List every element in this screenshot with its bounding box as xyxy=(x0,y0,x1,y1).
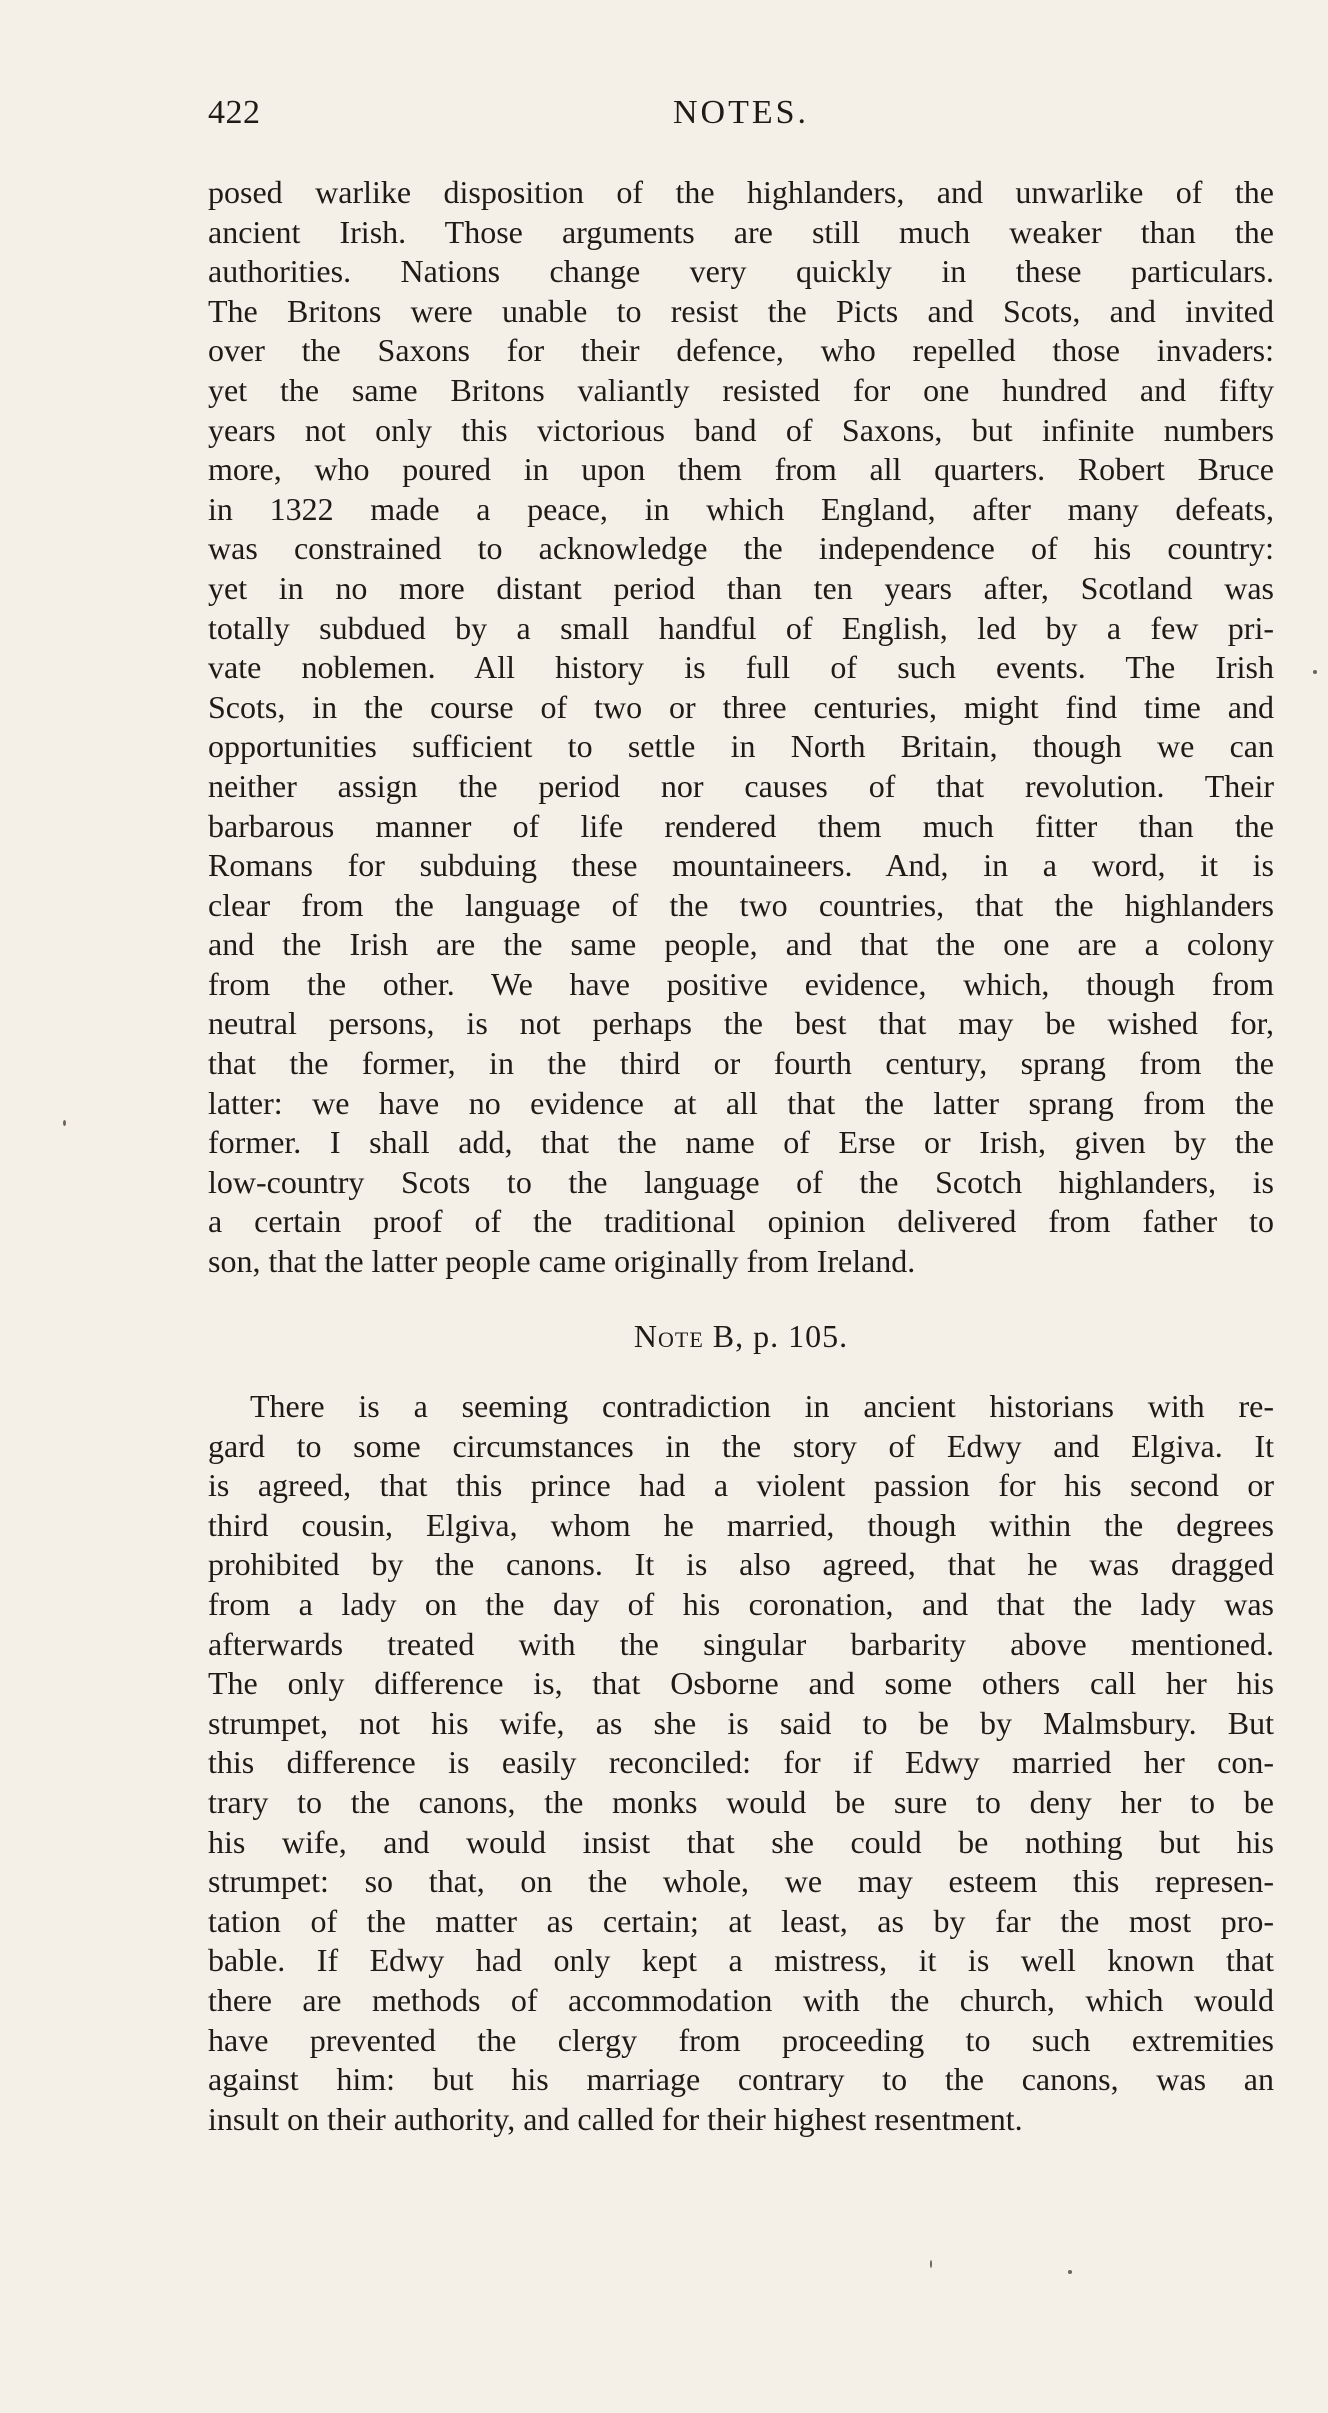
text-line: latter: we have no evidence at all that the latter sprang from the xyxy=(208,1084,1274,1121)
text-line: neutral persons, is not perhaps the best that may be wished for, xyxy=(208,1005,1274,1042)
text-line: bable. If Edwy had only kept a mistress, it is well known that xyxy=(208,1942,1274,1979)
text-line: was constrained to acknowledge the independence of his country: xyxy=(208,530,1274,567)
text-line: There is a seeming contradiction in ancient historians with re- xyxy=(250,1388,1274,1424)
text-line: trary to the canons, the monks would be sure to deny her to be xyxy=(208,1783,1274,1820)
text-line: is agreed, that this prince had a violent passion for his second or xyxy=(208,1467,1274,1504)
text-line: in 1322 made a peace, in which England, after many defeats, xyxy=(208,490,1274,527)
text-line: prohibited by the canons. It is also agreed, that he was dragged xyxy=(208,1546,1274,1583)
text-line: over the Saxons for their defence, who repelled those invaders: xyxy=(208,332,1274,369)
note-heading xyxy=(208,1318,1274,1355)
text-line: ancient Irish. Those arguments are still much weaker than the xyxy=(208,213,1274,250)
running-title: NOTES. xyxy=(672,94,810,131)
text-line: insult on their authority, and called for their highest resentment. xyxy=(208,2100,1023,2137)
text-line: yet in no more distant period than ten years after, Scotland was xyxy=(208,569,1274,606)
paper-speck xyxy=(63,1120,66,1126)
text-line: yet the same Britons valiantly resisted for one hundred and fifty xyxy=(208,371,1274,408)
text-line: there are methods of accommodation with the church, which would xyxy=(208,1981,1274,2018)
text-line: and the Irish are the same people, and that the one are a colony xyxy=(208,926,1274,963)
text-line: tation of the matter as certain; at least, as by far the most pro- xyxy=(208,1902,1274,1939)
text-line: from a lady on the day of his coronation, and that the lady was xyxy=(208,1585,1274,1622)
text-line: posed warlike disposition of the highlanders, and unwarlike of the xyxy=(208,174,1274,210)
text-line: low-country Scots to the language of the Scotch highlanders, is xyxy=(208,1163,1274,1200)
text-line: this difference is easily reconciled: for if Edwy married her con- xyxy=(208,1744,1274,1781)
text-line: opportunities sufficient to settle in North Britain, though we can xyxy=(208,728,1274,765)
text-line: that the former, in the third or fourth century, sprang from the xyxy=(208,1045,1274,1082)
text-line: clear from the language of the two countries, that the highlanders xyxy=(208,886,1274,923)
text-line: have prevented the clergy from proceeding to such extremities xyxy=(208,2021,1274,2058)
text-line: more, who poured in upon them from all quarters. Robert Bruce xyxy=(208,451,1274,488)
paragraph-continued xyxy=(208,173,1274,1282)
note-label-reference: B, p. 105. xyxy=(712,1318,849,1354)
text-line: strumpet: so that, on the whole, we may esteem this represen- xyxy=(208,1863,1274,1900)
text-line: from the other. We have positive evidence, which, though from xyxy=(208,965,1274,1002)
text-line: son, that the latter people came originally from Ireland. xyxy=(208,1243,916,1280)
text-line: strumpet, not his wife, as she is said to be by Malmsbury. But xyxy=(208,1704,1274,1741)
text-line: vate noblemen. All history is full of such events. The Irish xyxy=(208,649,1274,686)
text-line: Scots, in the course of two or three centuries, might find time and xyxy=(208,688,1274,725)
text-line: The Britons were unable to resist the Picts and Scots, and invited xyxy=(208,292,1274,329)
text-line: barbarous manner of life rendered them much fitter than the xyxy=(208,807,1274,844)
page-header xyxy=(208,94,1274,144)
text-line: gard to some circumstances in the story of Edwy and Elgiva. It xyxy=(208,1427,1274,1464)
text-line: his wife, and would insist that she could be nothing but his xyxy=(208,1823,1274,1860)
page-number: 422 xyxy=(208,94,261,131)
text-line: afterwards treated with the singular barbarity above mentioned. xyxy=(208,1625,1274,1662)
text-line: totally subdued by a small handful of English, led by a few pri- xyxy=(208,609,1274,646)
paper-speck xyxy=(930,2260,932,2268)
text-line: years not only this victorious band of Saxons, but infinite numbers xyxy=(208,411,1274,448)
text-line: a certain proof of the traditional opinion delivered from father to xyxy=(208,1203,1274,1240)
text-line: former. I shall add, that the name of Erse or Irish, given by the xyxy=(208,1124,1274,1161)
note-b-paragraph xyxy=(208,1387,1274,2139)
paper-speck xyxy=(1313,670,1317,674)
paper-speck xyxy=(1068,2270,1072,2274)
text-line: Romans for subduing these mountaineers. And, in a word, it is xyxy=(208,847,1274,884)
text-line: authorities. Nations change very quickly in these particulars. xyxy=(208,253,1274,290)
text-line: third cousin, Elgiva, whom he married, though within the degrees xyxy=(208,1506,1274,1543)
note-label-word: Note xyxy=(633,1318,704,1354)
text-line: The only difference is, that Osborne and some others call her his xyxy=(208,1665,1274,1702)
text-line: against him: but his marriage contrary to the canons, was an xyxy=(208,2061,1274,2098)
text-line: neither assign the period nor causes of that revolution. Their xyxy=(208,767,1274,804)
